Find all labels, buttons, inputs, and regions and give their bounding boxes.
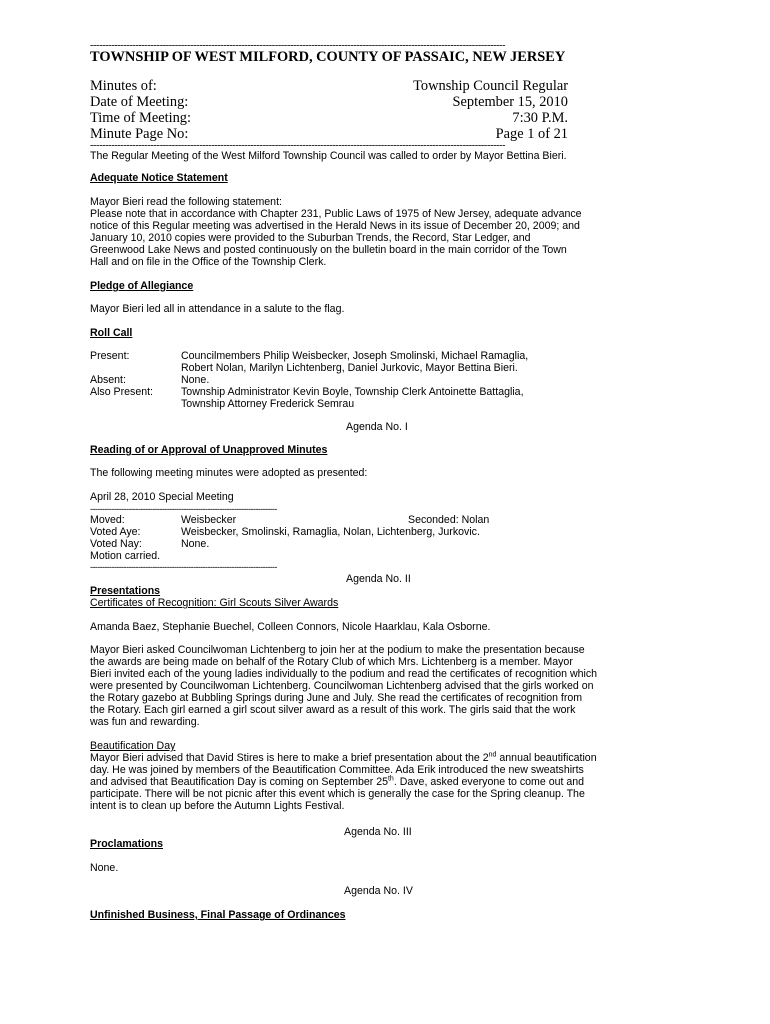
beautification-text: and advised that Beautification Day is coming on September 25 [90, 776, 388, 788]
proclamations-text: None. [90, 862, 119, 874]
presentations-line: Bieri invited each of the young ladies individually to the podium and read the certificates of recognition which [90, 668, 598, 680]
presentations-line: was fun and rewarding. [90, 716, 200, 728]
agenda-number: Agenda No. IV [344, 885, 413, 897]
top-rule: ----------------------------------------------------------------------------------------------------------------------------------------- [90, 41, 506, 51]
motion-value: Weisbecker, Smolinski, Ramaglia, Nolan, Lichtenberg, Jurkovic. [181, 526, 480, 538]
minutes-lead: The following meeting minutes were adopted as presented: [90, 467, 368, 479]
header-value: Page 1 of 21 [495, 126, 568, 142]
beautification-line [90, 752, 597, 764]
presentations-line: the awards are being made on behalf of the Rotary Club of which Mrs. Lichtenberg is a member. Mayor [90, 656, 573, 668]
motion-label: Moved: [90, 514, 125, 526]
roll-call-value: None. [181, 374, 210, 386]
roll-call-heading: Roll Call [90, 327, 133, 339]
motion-result: Motion carried. [90, 550, 161, 562]
beautification-line: participate. There will be not picnic after this event which is generally the case for the Spring cleanup. The [90, 788, 585, 800]
pledge-heading: Pledge of Allegiance [90, 280, 194, 292]
adequate-notice-line: Hall and on file in the Office of the Township Clerk. [90, 256, 327, 268]
beautification-text: Mayor Bieri advised that David Stires is here to make a brief presentation about the 2 [90, 752, 489, 764]
roll-call-label: Absent: [90, 374, 126, 386]
roll-call-value: Township Attorney Frederick Semrau [181, 398, 355, 410]
ordinal-suffix: nd [488, 751, 497, 759]
beautification-text: . Dave, asked everyone to come out and [393, 776, 585, 788]
header-value: September 15, 2010 [452, 94, 568, 110]
beautification-text: annual beautification [496, 752, 597, 764]
ordinal-suffix: th [387, 775, 394, 783]
header-value: 7:30 P.M. [512, 110, 568, 126]
roll-call-label: Also Present: [90, 386, 154, 398]
adequate-notice-line: notice of this Regular meeting was advertised in the Herald News in its issue of December 20, 2009; and [90, 220, 580, 232]
presentations-line: were presented by Councilwoman Lichtenberg. Councilwoman Lichtenberg advised that the girls worked on [90, 680, 594, 692]
header-label: Time of Meeting: [90, 110, 192, 126]
proclamations-heading: Proclamations [90, 838, 164, 850]
agenda-number: Agenda No. III [344, 826, 412, 838]
motion-rule-bottom: ------------------------------------------------------------------------------ [90, 563, 277, 572]
agenda-number: Agenda No. I [346, 421, 408, 433]
adequate-notice-lead: Mayor Bieri read the following statement: [90, 196, 282, 208]
header-label: Minutes of: [90, 78, 157, 94]
header-rule: ----------------------------------------------------------------------------------------------------------------------------------------- [90, 141, 506, 151]
agenda-number: Agenda No. II [346, 573, 411, 585]
header-label: Minute Page No: [90, 126, 189, 142]
seconded-value: Seconded: Nolan [408, 514, 490, 526]
presentations-line: the Rotary. Each girl earned a girl scout silver award as a result of this work. The girls said that the work [90, 704, 576, 716]
adequate-notice-heading: Adequate Notice Statement [90, 172, 228, 184]
presentations-line: Mayor Bieri asked Councilwoman Lichtenberg to join her at the podium to make the presentation because [90, 644, 585, 656]
roll-call-value: Township Administrator Kevin Boyle, Township Clerk Antoinette Battaglia, [181, 386, 524, 398]
roll-call-value: Robert Nolan, Marilyn Lichtenberg, Daniel Jurkovic, Mayor Bettina Bieri. [181, 362, 518, 374]
beautification-line: intent is to clean up before the Autumn Lights Festival. [90, 800, 345, 812]
beautification-line [90, 776, 584, 788]
minutes-heading: Reading of or Approval of Unapproved Minutes [90, 444, 328, 456]
roll-call-value: Councilmembers Philip Weisbecker, Joseph Smolinski, Michael Ramaglia, [181, 350, 529, 362]
adequate-notice-line: Greenwood Lake News and posted continuously on the bulletin board in the main corridor of the Town [90, 244, 567, 256]
header-label: Date of Meeting: [90, 94, 189, 110]
presentations-line: the Rotary gazebo at Bubbling Springs during June and July. She read the certificates of recognition from [90, 692, 583, 704]
beautification-line: day. He was joined by members of the Beautification Committee. Ada Erik introduced the new sweatshirts [90, 764, 584, 776]
adequate-notice-line: January 10, 2010 copies were provided to the Suburban Trends, the Record, Star Ledger, and [90, 232, 531, 244]
intro-paragraph: The Regular Meeting of the West Milford Township Council was called to order by Mayor Bettina Bieri. [90, 150, 567, 162]
motion-value: Weisbecker [181, 514, 237, 526]
motion-label: Voted Aye: [90, 526, 141, 538]
header-value: Township Council Regular [413, 78, 568, 94]
minutes-item: April 28, 2010 Special Meeting [90, 491, 234, 503]
document-title: TOWNSHIP OF WEST MILFORD, COUNTY OF PASSAIC, NEW JERSEY [90, 49, 566, 65]
roll-call-label: Present: [90, 350, 130, 362]
adequate-notice-line: Please note that in accordance with Chapter 231, Public Laws of 1975 of New Jersey, adequate advance [90, 208, 582, 220]
motion-label: Voted Nay: [90, 538, 142, 550]
presentations-subheading: Certificates of Recognition: Girl Scouts Silver Awards [90, 597, 339, 609]
motion-rule-top: ------------------------------------------------------------------------------ [90, 505, 277, 514]
pledge-text: Mayor Bieri led all in attendance in a salute to the flag. [90, 303, 345, 315]
unfinished-business-heading: Unfinished Business, Final Passage of Ordinances [90, 909, 346, 921]
motion-value: None. [181, 538, 210, 550]
beautification-heading: Beautification Day [90, 740, 176, 752]
presentations-names: Amanda Baez, Stephanie Buechel, Colleen Connors, Nicole Haarklau, Kala Osborne. [90, 621, 491, 633]
presentations-heading: Presentations [90, 585, 161, 597]
